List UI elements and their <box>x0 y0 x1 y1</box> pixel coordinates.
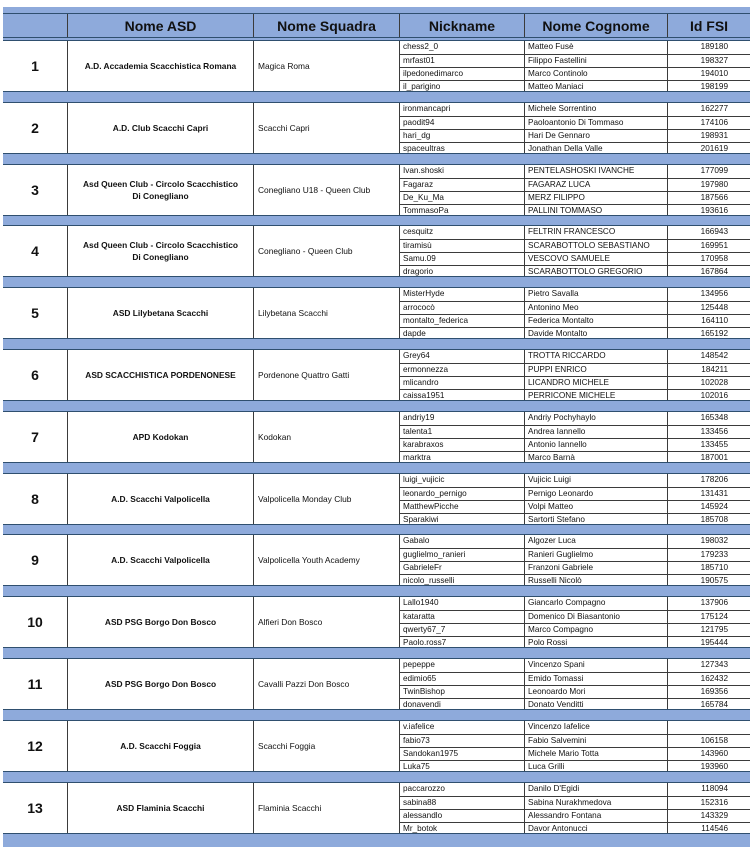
player-id-fsi-column <box>667 474 750 524</box>
player-nickname: ermonnezza <box>400 363 524 376</box>
player-id-fsi: 184211 <box>668 363 750 376</box>
team-number: 10 <box>3 597 67 647</box>
player-id-fsi: 195444 <box>668 636 750 649</box>
team-asd-name: ASD Lilybetana Scacchi <box>67 288 253 338</box>
team-block <box>3 782 750 834</box>
team-asd-name: A.D. Club Scacchi Capri <box>67 103 253 153</box>
player-nickname: ironmancapri <box>403 104 451 113</box>
player-nickname: dapde <box>400 327 524 340</box>
player-name: Domenico Di Biasantonio <box>525 610 667 623</box>
player-nickname: sabina88 <box>400 796 524 809</box>
player-id-fsi: 187566 <box>668 191 750 204</box>
team-number: 4 <box>3 226 67 276</box>
player-nickname: MisterHyde <box>403 289 445 298</box>
header-id-fsi: Id FSI <box>667 14 750 37</box>
player-nickname: paccarozzo <box>403 784 445 793</box>
player-nickname: alessandlo <box>400 809 524 822</box>
player-nickname: qwerty67_7 <box>400 623 524 636</box>
player-id-fsi-column <box>667 535 750 585</box>
player-id-fsi: 177099 <box>700 166 728 175</box>
player-name-column <box>524 721 667 771</box>
player-nickname: guglielmo_ranieri <box>400 548 524 561</box>
player-nickname: TommasoPa <box>400 204 524 217</box>
player-name: Giancarlo Compagno <box>528 598 606 607</box>
team-block <box>3 287 750 339</box>
team-squadra-name: Scacchi Foggia <box>253 721 399 771</box>
player-id-fsi: 133456 <box>668 425 750 438</box>
player-name: TROTTA RICCARDO <box>528 351 606 360</box>
player-name: PERRICONE MICHELE <box>525 389 667 402</box>
player-nickname: mlicandro <box>400 376 524 389</box>
player-name-column <box>524 165 667 215</box>
player-nickname: Mr_botok <box>400 822 524 835</box>
player-name: Michele Mario Totta <box>525 747 667 760</box>
player-id-fsi: 165192 <box>668 327 750 340</box>
player-name: Matteo Fusè <box>528 42 574 51</box>
player-nickname: luigi_vujicic <box>403 475 445 484</box>
player-id-fsi: 193616 <box>668 204 750 217</box>
player-id-fsi: 170958 <box>668 252 750 265</box>
player-id-fsi: 179233 <box>668 548 750 561</box>
player-nickname: leonardo_pernigo <box>400 487 524 500</box>
player-id-fsi <box>668 721 750 734</box>
team-number: 2 <box>3 103 67 153</box>
header-nome-squadra: Nome Squadra <box>253 14 399 37</box>
player-nickname: mrfast01 <box>400 54 524 67</box>
player-name: SCARABOTTOLO SEBASTIANO <box>525 239 667 252</box>
player-nickname-column <box>399 659 524 709</box>
player-name: Marco Barnà <box>525 451 667 464</box>
player-nickname: Fagaraz <box>400 178 524 191</box>
player-name-column <box>524 535 667 585</box>
team-asd-name: ASD PSG Borgo Don Bosco <box>67 597 253 647</box>
player-id-fsi: 134956 <box>700 289 728 298</box>
player-id-fsi: 102028 <box>668 376 750 389</box>
team-squadra-name: Conegliano - Queen Club <box>253 226 399 276</box>
player-name: Marco Continolo <box>525 67 667 80</box>
player-id-fsi: 143960 <box>668 747 750 760</box>
player-name: MERZ FILIPPO <box>525 191 667 204</box>
player-name: Vincenzo Spani <box>528 660 585 669</box>
player-nickname: Grey64 <box>403 351 430 360</box>
player-nickname: ilpedonedimarco <box>400 67 524 80</box>
player-name: Antonino Meo <box>525 301 667 314</box>
player-name: Emido Tomassi <box>525 672 667 685</box>
player-id-fsi-column <box>667 226 750 276</box>
team-number: 3 <box>3 165 67 215</box>
team-block <box>3 473 750 525</box>
player-nickname-column <box>399 721 524 771</box>
player-nickname: spaceultras <box>400 142 524 155</box>
player-id-fsi: 178206 <box>700 475 728 484</box>
player-name: PUPPI ENRICO <box>525 363 667 376</box>
team-block <box>3 596 750 648</box>
player-nickname: Lallo1940 <box>403 598 439 607</box>
player-id-fsi-column <box>667 288 750 338</box>
player-nickname-column <box>399 226 524 276</box>
player-id-fsi: 125448 <box>668 301 750 314</box>
player-id-fsi: 121795 <box>668 623 750 636</box>
player-nickname: marktra <box>400 451 524 464</box>
player-id-fsi: 167864 <box>668 265 750 278</box>
team-number: 1 <box>3 41 67 91</box>
player-nickname: v.iafelice <box>403 722 435 731</box>
player-nickname: fabio73 <box>400 734 524 747</box>
player-id-fsi: 185708 <box>668 513 750 526</box>
player-nickname: donavendi <box>400 698 524 711</box>
team-block <box>3 225 750 277</box>
player-nickname: montalto_federica <box>400 314 524 327</box>
team-squadra-name: Magica Roma <box>253 41 399 91</box>
team-asd-name: Asd Queen Club - Circolo Scacchistico Di Conegliano <box>67 165 253 215</box>
team-block <box>3 164 750 216</box>
team-number: 5 <box>3 288 67 338</box>
player-id-fsi: 201619 <box>668 142 750 155</box>
player-id-fsi: 197980 <box>668 178 750 191</box>
team-block <box>3 534 750 586</box>
player-nickname: GabrieleFr <box>400 561 524 574</box>
team-number: 12 <box>3 721 67 771</box>
player-name: Franzoni Gabriele <box>525 561 667 574</box>
player-nickname-column <box>399 535 524 585</box>
player-id-fsi: 174106 <box>668 116 750 129</box>
player-name: Filippo Fastellini <box>525 54 667 67</box>
player-id-fsi: 198199 <box>668 80 750 93</box>
player-name: Algozer Luca <box>528 536 576 545</box>
player-name: Polo Rossi <box>525 636 667 649</box>
player-name-column <box>524 41 667 91</box>
player-id-fsi: 166943 <box>700 227 728 236</box>
team-squadra-name: Flaminia Scacchi <box>253 783 399 833</box>
player-name-column <box>524 103 667 153</box>
player-id-fsi-column <box>667 412 750 462</box>
player-id-fsi: 198931 <box>668 129 750 142</box>
player-nickname: Gabalo <box>403 536 430 545</box>
player-id-fsi: 106158 <box>668 734 750 747</box>
player-name-column <box>524 474 667 524</box>
player-name: Danilo D'Egidi <box>528 784 580 793</box>
team-asd-name: A.D. Scacchi Foggia <box>67 721 253 771</box>
header-nome-asd: Nome ASD <box>67 14 253 37</box>
player-name: Leonoardo Mori <box>525 685 667 698</box>
team-asd-name: ASD SCACCHISTICA PORDENONESE <box>67 350 253 400</box>
player-id-fsi: 102016 <box>668 389 750 402</box>
player-id-fsi: 143329 <box>668 809 750 822</box>
player-nickname: De_Ku_Ma <box>400 191 524 204</box>
player-name: Andriy Pochyhaylo <box>528 413 596 422</box>
player-nickname: kataratta <box>400 610 524 623</box>
player-name: Hari De Gennaro <box>525 129 667 142</box>
player-nickname-column <box>399 350 524 400</box>
team-number: 8 <box>3 474 67 524</box>
header-nome-cognome: Nome Cognome <box>524 14 667 37</box>
player-name-column <box>524 350 667 400</box>
player-nickname: hari_dg <box>400 129 524 142</box>
team-number: 6 <box>3 350 67 400</box>
player-name: Pernigo Leonardo <box>525 487 667 500</box>
team-number: 11 <box>3 659 67 709</box>
player-name-column <box>524 659 667 709</box>
player-nickname: karabraxos <box>400 438 524 451</box>
player-id-fsi: 187001 <box>668 451 750 464</box>
player-name: Federica Montalto <box>525 314 667 327</box>
player-name: PALLINI TOMMASO <box>525 204 667 217</box>
player-id-fsi: 162432 <box>668 672 750 685</box>
player-id-fsi: 133455 <box>668 438 750 451</box>
team-block <box>3 411 750 463</box>
team-asd-name: A.D. Scacchi Valpolicella <box>67 474 253 524</box>
player-id-fsi: 169951 <box>668 239 750 252</box>
player-id-fsi: 165784 <box>668 698 750 711</box>
team-squadra-name: Conegliano U18 - Queen Club <box>253 165 399 215</box>
player-nickname-column <box>399 165 524 215</box>
team-squadra-name: Kodokan <box>253 412 399 462</box>
player-name: LICANDRO MICHELE <box>525 376 667 389</box>
player-nickname: TwinBishop <box>400 685 524 698</box>
player-name-column <box>524 288 667 338</box>
player-nickname: Ivan.shoski <box>403 166 444 175</box>
player-id-fsi: 131431 <box>668 487 750 500</box>
player-name-column <box>524 597 667 647</box>
player-id-fsi: 137906 <box>700 598 728 607</box>
player-name: Luca Grilli <box>525 760 667 773</box>
player-id-fsi-column <box>667 597 750 647</box>
registration-sheet <box>3 7 750 847</box>
player-nickname: caissa1951 <box>400 389 524 402</box>
player-name: Andrea Iannello <box>525 425 667 438</box>
player-id-fsi: 118094 <box>701 784 728 793</box>
player-nickname: nicolo_russelli <box>400 574 524 587</box>
team-number: 9 <box>3 535 67 585</box>
player-id-fsi: 152316 <box>668 796 750 809</box>
team-block <box>3 349 750 401</box>
player-nickname: talenta1 <box>400 425 524 438</box>
player-name: FAGARAZ LUCA <box>525 178 667 191</box>
player-id-fsi: 127343 <box>700 660 728 669</box>
player-id-fsi: 194010 <box>668 67 750 80</box>
player-id-fsi: 193960 <box>668 760 750 773</box>
player-name: VESCOVO SAMUELE <box>525 252 667 265</box>
player-id-fsi-column <box>667 165 750 215</box>
player-nickname: il_parigino <box>400 80 524 93</box>
player-nickname-column <box>399 412 524 462</box>
player-id-fsi: 185710 <box>668 561 750 574</box>
team-block <box>3 102 750 154</box>
team-number: 7 <box>3 412 67 462</box>
team-squadra-name: Lilybetana Scacchi <box>253 288 399 338</box>
team-asd-name: A.D. Accademia Scacchistica Romana <box>67 41 253 91</box>
player-id-fsi-column <box>667 350 750 400</box>
player-name-column <box>524 412 667 462</box>
player-id-fsi: 145924 <box>668 500 750 513</box>
player-name: PENTELASHOSKI IVANCHE <box>528 166 635 175</box>
player-id-fsi: 148542 <box>700 351 728 360</box>
player-nickname: cesquitz <box>403 227 434 236</box>
player-name: SCARABOTTOLO GREGORIO <box>525 265 667 278</box>
player-nickname: Luka75 <box>400 760 524 773</box>
player-name: Davide Montalto <box>525 327 667 340</box>
player-id-fsi: 114546 <box>668 822 750 835</box>
team-asd-name: ASD PSG Borgo Don Bosco <box>67 659 253 709</box>
player-name: Donato Venditti <box>525 698 667 711</box>
player-id-fsi: 189180 <box>700 42 728 51</box>
player-nickname: arrococò <box>400 301 524 314</box>
player-id-fsi: 169356 <box>668 685 750 698</box>
team-asd-name: Asd Queen Club - Circolo Scacchistico Di Conegliano <box>67 226 253 276</box>
team-squadra-name: Pordenone Quattro Gatti <box>253 350 399 400</box>
player-id-fsi-column <box>667 103 750 153</box>
player-id-fsi: 198327 <box>668 54 750 67</box>
player-id-fsi: 165348 <box>700 413 728 422</box>
team-asd-name: A.D. Scacchi Valpolicella <box>67 535 253 585</box>
player-name: Sabina Nurakhmedova <box>525 796 667 809</box>
player-id-fsi-column <box>667 783 750 833</box>
team-squadra-name: Cavalli Pazzi Don Bosco <box>253 659 399 709</box>
player-id-fsi: 190575 <box>668 574 750 587</box>
team-block <box>3 720 750 772</box>
player-id-fsi-column <box>667 41 750 91</box>
player-name: Vincenzo Iafelice <box>528 722 590 731</box>
player-nickname-column <box>399 288 524 338</box>
player-nickname: Sandokan1975 <box>400 747 524 760</box>
player-name: Matteo Maniaci <box>525 80 667 93</box>
player-nickname-column <box>399 103 524 153</box>
team-block <box>3 40 750 92</box>
team-asd-name: ASD Flaminia Scacchi <box>67 783 253 833</box>
player-id-fsi-column <box>667 659 750 709</box>
team-squadra-name: Valpolicella Youth Academy <box>253 535 399 585</box>
header-row <box>3 13 750 38</box>
player-name: Fabio Salvemini <box>525 734 667 747</box>
player-nickname: edimio65 <box>400 672 524 685</box>
team-squadra-name: Valpolicella Monday Club <box>253 474 399 524</box>
player-id-fsi-column <box>667 721 750 771</box>
player-nickname: tiramisù <box>400 239 524 252</box>
team-block <box>3 658 750 710</box>
player-nickname: andriy19 <box>403 413 435 422</box>
player-name: Russelli Nicolò <box>525 574 667 587</box>
player-id-fsi: 164110 <box>668 314 750 327</box>
player-nickname: paodit94 <box>400 116 524 129</box>
player-name: Pietro Savalla <box>528 289 579 298</box>
player-name-column <box>524 226 667 276</box>
player-name: Ranieri Guglielmo <box>525 548 667 561</box>
player-name: Sartorti Stefano <box>525 513 667 526</box>
player-id-fsi: 198032 <box>700 536 728 545</box>
header-number <box>3 14 67 37</box>
team-squadra-name: Scacchi Capri <box>253 103 399 153</box>
player-name: Antonio Iannello <box>525 438 667 451</box>
player-id-fsi: 175124 <box>668 610 750 623</box>
player-nickname: Paolo.ross7 <box>400 636 524 649</box>
player-name-column <box>524 783 667 833</box>
player-name: Michele Sorrentino <box>528 104 597 113</box>
player-name: Alessandro Fontana <box>525 809 667 822</box>
player-nickname-column <box>399 474 524 524</box>
player-nickname: MatthewPicche <box>400 500 524 513</box>
team-number: 13 <box>3 783 67 833</box>
player-nickname: chess2_0 <box>403 42 439 51</box>
player-name: Marco Compagno <box>525 623 667 636</box>
player-name: FELTRIN FRANCESCO <box>528 227 616 236</box>
player-name: Vujicic Luigi <box>528 475 571 484</box>
player-nickname: dragorio <box>400 265 524 278</box>
player-nickname: Sparakiwi <box>400 513 524 526</box>
player-nickname: Samu.09 <box>400 252 524 265</box>
player-name: Jonathan Della Valle <box>525 142 667 155</box>
team-asd-name: APD Kodokan <box>67 412 253 462</box>
player-name: Davor Antonucci <box>525 822 667 835</box>
player-id-fsi: 162277 <box>700 104 728 113</box>
header-nickname: Nickname <box>399 14 524 37</box>
player-name: Paoloantonio Di Tommaso <box>525 116 667 129</box>
player-nickname-column <box>399 783 524 833</box>
player-nickname: pepeppe <box>403 660 435 669</box>
team-squadra-name: Alfieri Don Bosco <box>253 597 399 647</box>
player-nickname-column <box>399 41 524 91</box>
player-nickname-column <box>399 597 524 647</box>
player-name: Volpi Matteo <box>525 500 667 513</box>
